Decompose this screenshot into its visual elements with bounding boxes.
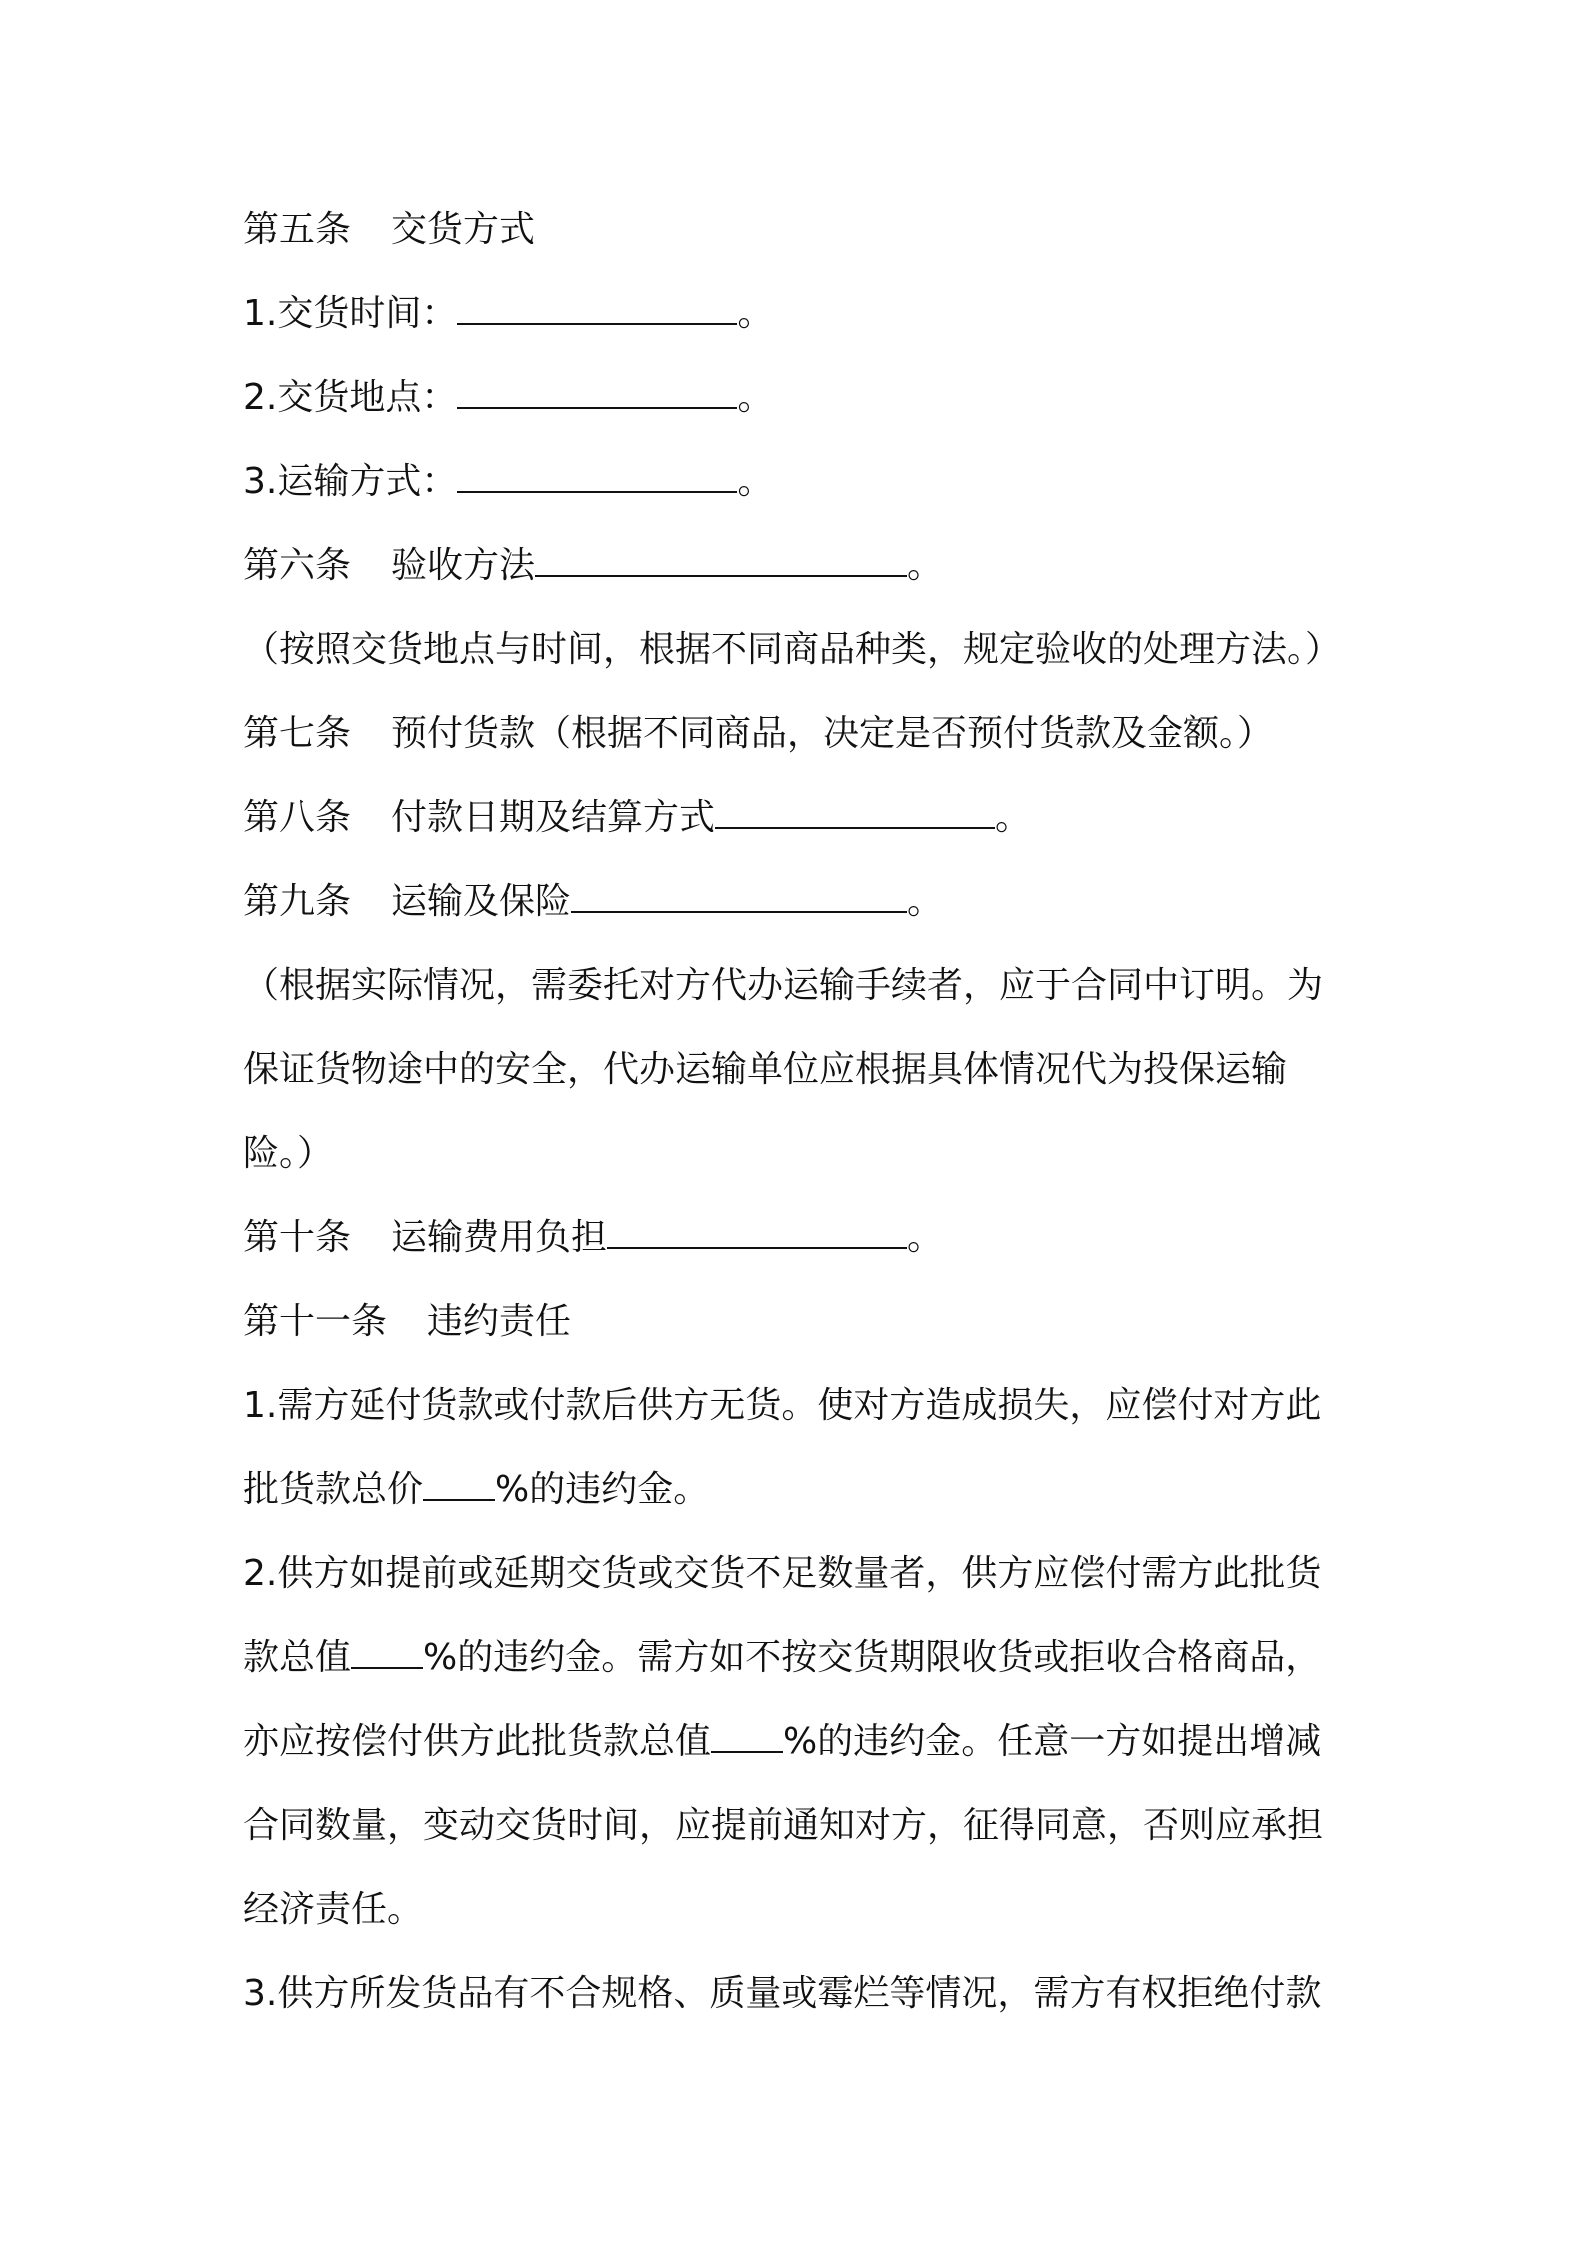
article-number: 第六条 (243, 545, 352, 586)
article-9-note-line: 险。） (243, 1133, 334, 1174)
article-number: 第十一条 (243, 1301, 388, 1342)
article-11-heading (243, 1280, 1363, 1364)
article-title: 违约责任 (427, 1301, 572, 1342)
article-number: 第五条 (243, 209, 352, 250)
breach-clause-2-line: 款总值 %的违约金。需方如不按交货期限收货或拒收合格商品， (243, 1616, 1363, 1700)
article-text: 预付货款（根据不同商品，决定是否预付货款及金额。） (391, 713, 1274, 754)
field-label: 3.运输方式： (243, 461, 458, 502)
article-10-heading: 第十条 运输费用负担 。 (243, 1196, 1363, 1280)
article-7 (243, 692, 1363, 776)
article-9-note-line: 保证货物途中的安全，代办运输单位应根据具体情况代为投保运输 (243, 1049, 1288, 1090)
transport-method-line: 3.运输方式： 。 (243, 440, 1363, 524)
breach-clause-2-line: 亦应按偿付供方此批货款总值 %的违约金。任意一方如提出增减 (243, 1700, 1363, 1784)
article-title: 验收方法 (391, 545, 536, 586)
article-title: 付款日期及结算方式 (391, 797, 716, 838)
transport-insurance-blank[interactable] (571, 875, 907, 913)
article-9-note-line: （根据实际情况，需委托对方代办运输手续者，应于合同中订明。为 (243, 965, 1324, 1006)
field-label: 1.交货时间： (243, 293, 458, 334)
transport-cost-blank[interactable] (607, 1211, 907, 1249)
article-number: 第八条 (243, 797, 352, 838)
article-9-heading: 第九条 运输及保险 。 (243, 860, 1363, 944)
breach-clause-1-line: 1.需方延付货款或付款后供方无货。使对方造成损失，应偿付对方此 (243, 1385, 1322, 1426)
penalty-percent-blank[interactable] (423, 1463, 495, 1501)
article-number: 第十条 (243, 1217, 352, 1258)
penalty-percent-blank[interactable] (351, 1631, 423, 1669)
inspection-method-blank[interactable] (535, 539, 907, 577)
field-label: 2.交货地点： (243, 377, 458, 418)
delivery-time-blank[interactable] (457, 287, 737, 325)
penalty-percent-blank[interactable] (711, 1715, 783, 1753)
article-title: 运输及保险 (391, 881, 572, 922)
delivery-place-line: 2.交货地点： 。 (243, 356, 1363, 440)
delivery-place-blank[interactable] (457, 371, 737, 409)
breach-clause-3-line: 3.供方所发货品有不合规格、质量或霉烂等情况，需方有权拒绝付款 (243, 1973, 1322, 2014)
article-6-heading: 第六条 验收方法 。 (243, 524, 1363, 608)
delivery-time-line: 1.交货时间： 。 (243, 272, 1363, 356)
transport-method-blank[interactable] (457, 455, 737, 493)
article-5-heading (243, 188, 1363, 272)
article-6-note: （按照交货地点与时间，根据不同商品种类，规定验收的处理方法。） (243, 629, 1342, 670)
article-title: 运输费用负担 (391, 1217, 608, 1258)
breach-clause-1-line: 批货款总价 %的违约金。 (243, 1448, 1363, 1532)
article-number: 第九条 (243, 881, 352, 922)
breach-clause-2-line: 2.供方如提前或延期交货或交货不足数量者，供方应偿付需方此批货 (243, 1553, 1322, 1594)
payment-method-blank[interactable] (715, 791, 995, 829)
breach-clause-2-line: 合同数量，变动交货时间，应提前通知对方，征得同意，否则应承担 (243, 1805, 1324, 1846)
article-8-heading: 第八条 付款日期及结算方式 。 (243, 776, 1363, 860)
article-number: 第七条 (243, 713, 352, 754)
breach-clause-2-line: 经济责任。 (243, 1889, 424, 1930)
contract-text (243, 188, 1363, 2036)
article-title: 交货方式 (391, 209, 536, 250)
